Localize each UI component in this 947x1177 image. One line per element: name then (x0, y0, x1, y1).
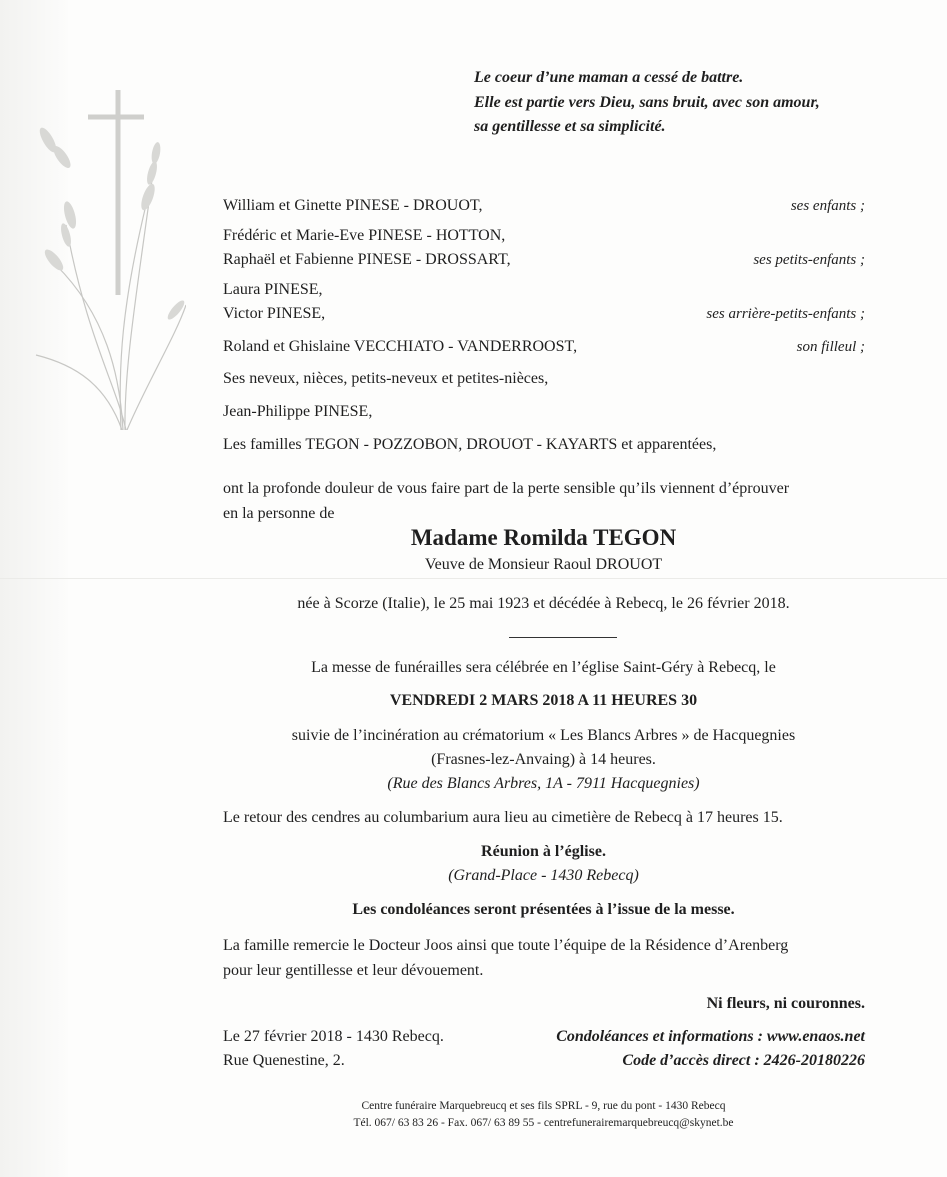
deceased-name: Madame Romilda TEGON (410, 525, 677, 550)
crematorium-address: (Rue des Blancs Arbres, 1A - 7911 Hacquegnies) (387, 775, 700, 792)
family-line: William et Ginette PINESE - DROUOT, (223, 197, 483, 214)
mass-date: VENDREDI 2 MARS 2018 A 11 HEURES 30 (389, 692, 698, 709)
family-line: Frédéric et Marie-Eve PINESE - HOTTON, (223, 227, 506, 244)
condolences-website: Condoléances et informations : www.enaos.net (556, 1028, 865, 1045)
thanks-line: La famille remercie le Docteur Joos ainsi que toute l’équipe de la Résidence d’Arenberg (223, 937, 789, 954)
opening-quote (474, 66, 914, 140)
address: Rue Quenestine, 2. (223, 1052, 345, 1069)
place-date: Le 27 février 2018 - 1430 Rebecq. (223, 1028, 444, 1045)
quote-line: sa gentillesse et sa simplicité. (474, 118, 666, 135)
no-flowers-note: Ni fleurs, ni couronnes. (706, 995, 865, 1012)
quote-line: Le coeur d’une maman a cessé de battre. (474, 69, 744, 86)
family-line: Roland et Ghislaine VECCHIATO - VANDERROOST, (223, 338, 578, 355)
funeral-home-line: Centre funéraire Marquebreucq et ses fils SPRL - 9, rue du pont - 1430 Rebecq (361, 1100, 726, 1112)
cremation-line: (Frasnes-lez-Anvaing) à 14 heures. (431, 751, 656, 768)
family-line: Ses neveux, nièces, petits-neveux et petites-nièces, (223, 370, 549, 387)
fold-line (0, 578, 947, 579)
announcement-line: ont la profonde douleur de vous faire part de la perte sensible qu’ils viennent d’éprouver (223, 480, 790, 497)
quote-line: Elle est partie vers Dieu, sans bruit, avec son amour, (474, 93, 820, 111)
family-relation: ses petits-enfants ; (753, 252, 865, 268)
ashes-line: Le retour des cendres au columbarium aura lieu au cimetière de Rebecq à 17 heures 15. (223, 809, 783, 826)
cremation-line: suivie de l’incinération au crématorium « Les Blancs Arbres » de Hacquegnies (291, 727, 796, 744)
thanks-text (223, 934, 883, 983)
separator-rule (509, 637, 617, 638)
condolences-note: Les condoléances seront présentées à l’issue de la messe. (352, 901, 735, 918)
birth-death-line: née à Scorze (Italie), le 25 mai 1923 et décédée à Rebecq, le 26 février 2018. (297, 595, 790, 612)
family-relation: ses arrière-petits-enfants ; (706, 306, 865, 322)
thanks-line: pour leur gentillesse et leur dévouement. (223, 961, 484, 979)
reunion-heading: Réunion à l’église. (481, 843, 606, 860)
family-line: Les familles TEGON - POZZOBON, DROUOT - KAYARTS et apparentées, (223, 436, 717, 453)
reunion-address: (Grand-Place - 1430 Rebecq) (448, 867, 639, 884)
family-line: Raphaël et Fabienne PINESE - DROSSART, (223, 251, 511, 268)
family-line: Jean-Philippe PINESE, (223, 403, 373, 420)
family-line: Victor PINESE, (223, 305, 326, 322)
access-code: Code d’accès direct : 2426-20180226 (622, 1052, 865, 1069)
deceased-widow-of: Veuve de Monsieur Raoul DROUOT (424, 556, 663, 573)
cross-wheat-icon (26, 85, 186, 430)
family-relation: ses enfants ; (790, 198, 865, 214)
funeral-home-contact: Tél. 067/ 63 83 26 - Fax. 067/ 63 89 55 - centrefunerairemarquebreucq@skynet.be (353, 1117, 734, 1129)
family-line: Laura PINESE, (223, 281, 323, 298)
family-relation: son filleul ; (796, 339, 865, 355)
announcement-line: en la personne de (223, 504, 335, 522)
mass-intro: La messe de funérailles sera célébrée en l’église Saint-Géry à Rebecq, le (311, 659, 776, 676)
announcement-text (223, 477, 883, 526)
